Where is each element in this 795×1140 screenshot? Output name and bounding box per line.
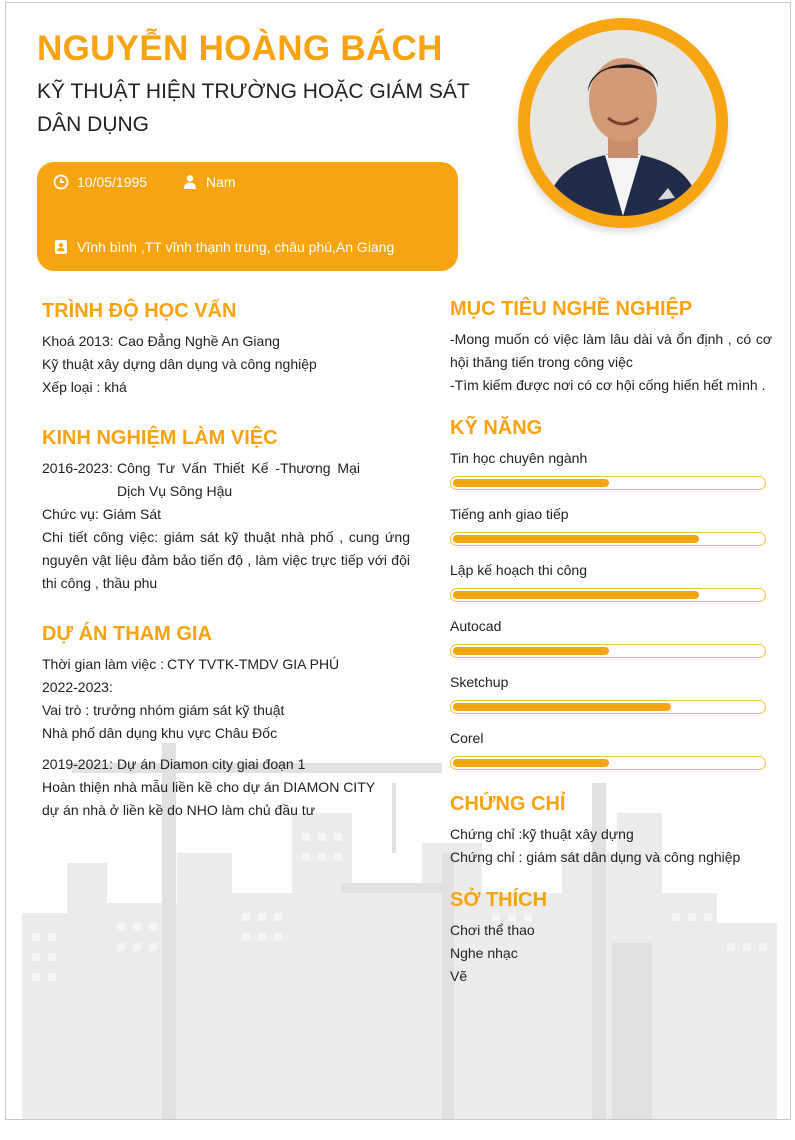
skill-label: Autocad xyxy=(450,618,502,634)
objective-line2: -Tìm kiếm được nơi có cơ hội cống hiến hết mình . xyxy=(450,377,766,393)
skill-label: Tiếng anh giao tiếp xyxy=(450,506,569,522)
experience-position: Chức vụ: Giám Sát xyxy=(42,506,162,522)
project2-name: Dự án Diamon city giai đoạn 1 xyxy=(117,756,306,772)
personal-info-box xyxy=(37,162,458,271)
skill-bar-fill xyxy=(453,479,609,487)
clock-icon xyxy=(53,174,69,190)
project1-years: 2022-2023: xyxy=(42,679,113,695)
skill-bar xyxy=(450,532,766,546)
hobby-item: Nghe nhạc xyxy=(450,945,518,961)
skill-bar xyxy=(450,644,766,658)
project1-company: CTY TVTK-TMDV GIA PHÚ xyxy=(167,656,340,672)
education-period: Khoá 2013: xyxy=(42,333,114,349)
address-item xyxy=(53,239,394,255)
gender-value: Nam xyxy=(206,174,236,190)
birthday-value: 10/05/1995 xyxy=(77,174,148,190)
skill-bar-fill xyxy=(453,759,609,767)
skill-bar-fill xyxy=(453,591,699,599)
experience-heading: KINH NGHIỆM LÀM VIỆC xyxy=(42,427,278,449)
experience-company-line1: Công Tư Vấn Thiết Kế -Thương Mại xyxy=(117,460,360,476)
project2-line2: dự án nhà ở liền kề do NHO làm chủ đầu tư xyxy=(42,802,316,818)
experience-detail: Chi tiết công việc: giám sát kỹ thuật nhà phố , cung ứng nguyên vật liệu đảm bảo tiến độ , làm việc trực tiếp với đội thi công , thầu phu xyxy=(42,529,410,591)
avatar-frame xyxy=(518,18,728,228)
avatar xyxy=(530,30,716,216)
address-value: Vĩnh bình ,TT vĩnh thạnh trung, châu phú,An Giang xyxy=(77,239,395,255)
certificates-heading: CHỨNG CHỈ xyxy=(450,793,566,815)
skill-label: Sketchup xyxy=(450,674,509,690)
education-heading: TRÌNH ĐỘ HỌC VẤN xyxy=(42,300,237,322)
user-icon xyxy=(182,174,198,190)
candidate-name: NGUYỄN HOÀNG BÁCH xyxy=(37,29,443,68)
skill-bar xyxy=(450,476,766,490)
project1-role: Vai trò : trưởng nhóm giám sát kỹ thuật xyxy=(42,702,285,718)
education-major: Kỹ thuật xây dựng dân dụng và công nghiệp xyxy=(42,356,317,372)
certificate-item: Chứng chỉ : giám sát dân dụng và công nghiệp xyxy=(450,849,741,865)
education-school: Cao Đẳng Nghề An Giang xyxy=(118,333,280,349)
cv-page xyxy=(5,2,791,1120)
education-grade: Xếp loại : khá xyxy=(42,379,127,395)
project1-desc: Nhà phố dân dụng khu vực Châu Đốc xyxy=(42,725,278,741)
project1-time-label: Thời gian làm việc : xyxy=(42,656,165,672)
project2-line1: Hoàn thiện nhà mẫu liền kề cho dự án DIAMON CITY xyxy=(42,779,376,795)
skill-bar xyxy=(450,588,766,602)
hobbies-heading: SỞ THÍCH xyxy=(450,889,548,911)
skill-label: Lập kế hoạch thi công xyxy=(450,562,587,578)
address-book-icon xyxy=(53,239,69,255)
objective-heading: MỤC TIÊU NGHỀ NGHIỆP xyxy=(450,298,693,320)
hobby-item: Chơi thể thao xyxy=(450,922,535,938)
gender-item xyxy=(182,174,236,190)
projects-heading: DỰ ÁN THAM GIA xyxy=(42,623,212,645)
hobby-item: Vẽ xyxy=(450,968,468,984)
skill-bar xyxy=(450,700,766,714)
skill-bar xyxy=(450,756,766,770)
job-title: KỸ THUẬT HIỆN TRƯỜNG HOẶC GIÁM SÁT DÂN DỤNG xyxy=(37,80,470,136)
objective-line1: -Mong muốn có việc làm lâu dài và ổn định , có cơ hội thăng tiến trong công việc xyxy=(450,331,772,370)
skill-label: Corel xyxy=(450,730,484,746)
experience-company-line2: Dịch Vụ Sông Hậu xyxy=(117,483,233,499)
certificate-item: Chứng chỉ :kỹ thuật xây dựng xyxy=(450,826,634,842)
experience-period: 2016-2023: xyxy=(42,460,113,476)
project2-years: 2019-2021: xyxy=(42,756,113,772)
skill-label: Tin học chuyên ngành xyxy=(450,450,588,466)
skills-heading: KỸ NĂNG xyxy=(450,417,543,439)
skill-bar-fill xyxy=(453,703,671,711)
birthday-item xyxy=(53,174,147,190)
skill-bar-fill xyxy=(453,535,699,543)
skill-bar-fill xyxy=(453,647,609,655)
profile-photo xyxy=(530,30,716,216)
